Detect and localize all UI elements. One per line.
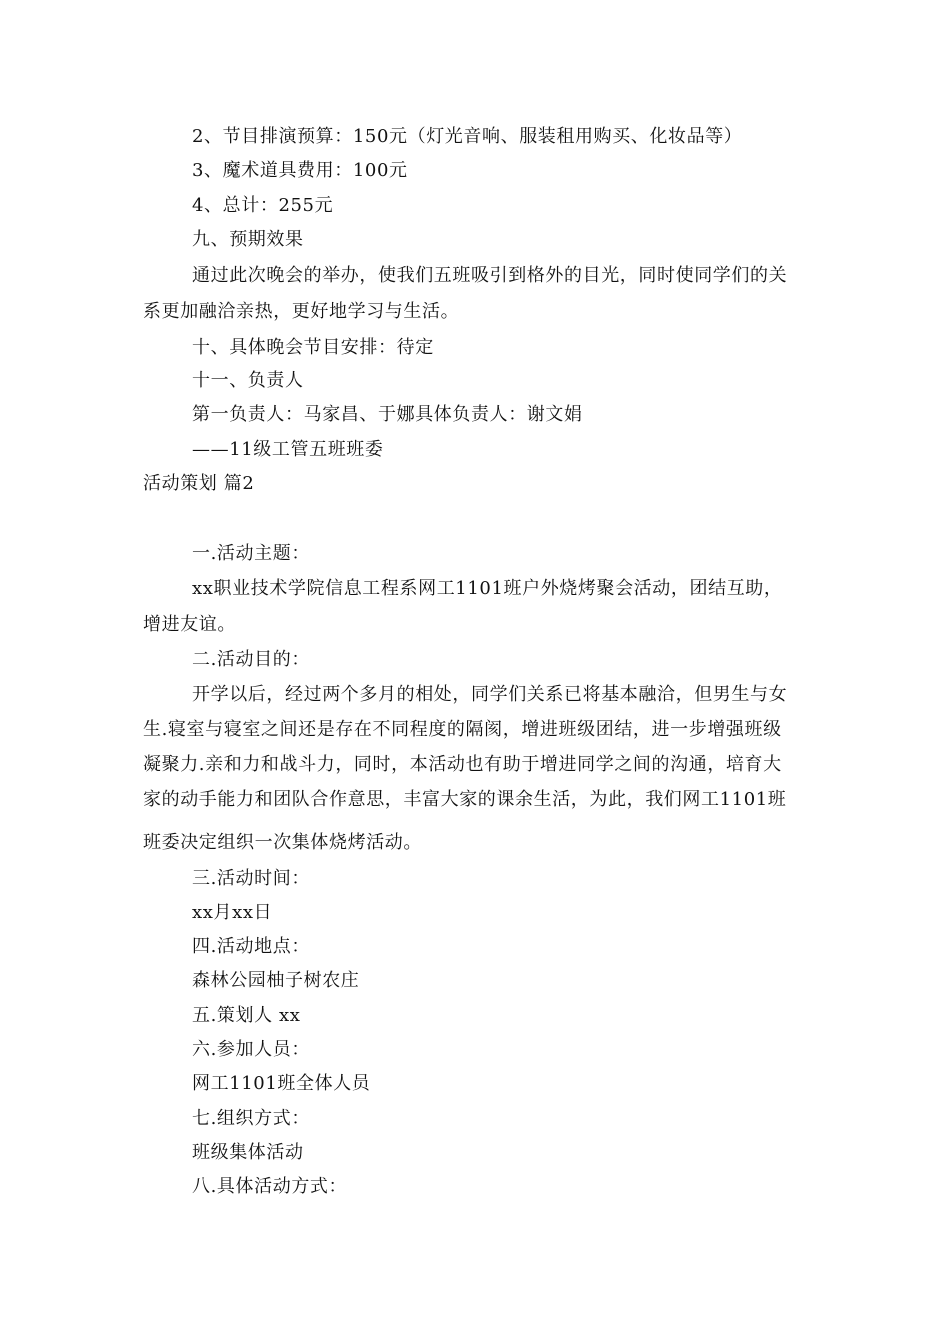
responsible-persons: 第一负责人：马家昌、于娜具体负责人：谢文娟 [192,404,583,425]
organization-value: 班级集体活动 [192,1142,304,1163]
purpose-paragraph-line: 开学以后，经过两个多月的相处，同学们关系已将基本融洽，但男生与女 [192,684,788,705]
participants-value: 网工1101班全体人员 [192,1073,371,1094]
heading-activity-theme: 一.活动主题： [192,543,310,564]
section-title: 活动策划 篇2 [143,473,255,494]
heading-organization: 七.组织方式： [192,1108,310,1129]
heading-activity-purpose: 二.活动目的： [192,649,310,670]
budget-item-4: 4、总计：255元 [192,195,334,216]
heading-participants: 六.参加人员： [192,1039,310,1060]
activity-time-value: xx月xx日 [192,902,273,923]
heading-activity-place: 四.活动地点： [192,936,310,957]
purpose-paragraph-line: 凝聚力.亲和力和战斗力，同时，本活动也有助于增进同学之间的沟通，培育大 [143,754,782,775]
heading-activity-time: 三.活动时间： [192,868,310,889]
effect-paragraph-line: 系更加融洽亲热，更好地学习与生活。 [143,301,460,322]
signature-line: ——11级工管五班班委 [192,439,384,460]
heading-expected-effect: 九、预期效果 [192,229,304,250]
theme-paragraph-line: xx职业技术学院信息工程系网工1101班户外烧烤聚会活动，团结互助， [192,578,783,599]
planner-line: 五.策划人 xx [192,1005,301,1026]
theme-paragraph-line: 增进友谊。 [143,614,236,635]
budget-item-2: 2、节目排演预算：150元（灯光音响、服装租用购买、化妆品等） [192,126,743,147]
effect-paragraph-line: 通过此次晚会的举办，使我们五班吸引到格外的目光，同时使同学们的关 [192,265,788,286]
purpose-paragraph-line: 家的动手能力和团队合作意思，丰富大家的课余生活，为此，我们网工1101班 [143,789,787,810]
activity-place-value: 森林公园柚子树农庄 [192,970,360,991]
purpose-paragraph-line: 生.寝室与寝室之间还是存在不同程度的隔阂，增进班级团结，进一步增强班级 [143,719,782,740]
heading-program-schedule: 十、具体晚会节目安排：待定 [192,337,434,358]
purpose-paragraph-line: 班委决定组织一次集体烧烤活动。 [143,832,422,853]
heading-activity-method: 八.具体活动方式： [192,1176,348,1197]
heading-responsible: 十一、负责人 [192,370,304,391]
budget-item-3: 3、魔术道具费用：100元 [192,160,408,181]
